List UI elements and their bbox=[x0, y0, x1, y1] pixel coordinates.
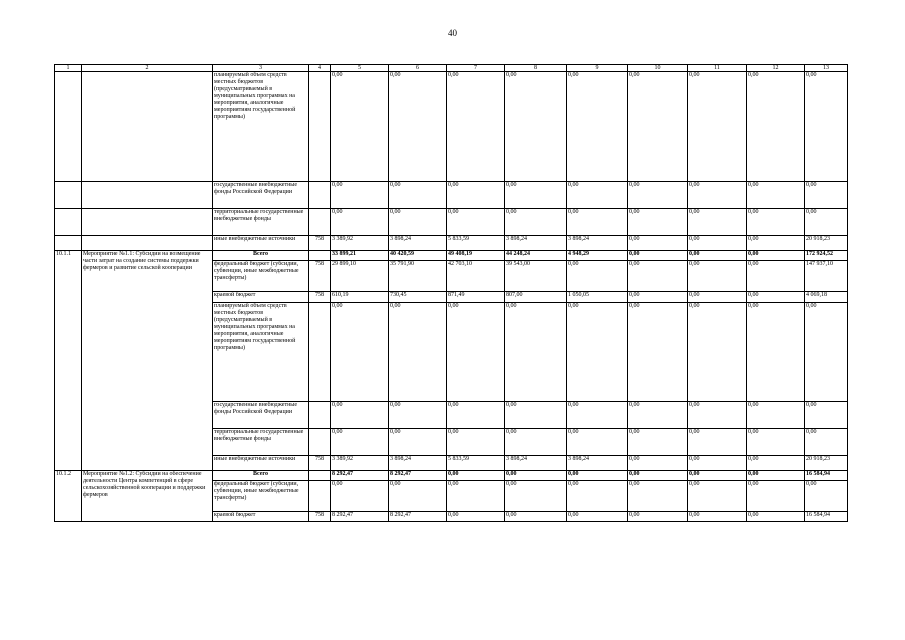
value-cell: 0,00 bbox=[628, 402, 688, 429]
value-cell: 0,00 bbox=[747, 402, 805, 429]
value-cell: 20 918,23 bbox=[805, 456, 848, 471]
value-cell: 0,00 bbox=[389, 182, 447, 209]
column-header: 11 bbox=[688, 65, 747, 72]
value-cell: 3 898,24 bbox=[567, 456, 628, 471]
value-cell: 0,00 bbox=[805, 182, 848, 209]
value-cell: 0,00 bbox=[747, 209, 805, 236]
budget-code-cell: 758 bbox=[309, 456, 331, 471]
value-cell: 0,00 bbox=[747, 251, 805, 261]
funding-source-cell: краевой бюджет bbox=[213, 512, 309, 522]
activity-name-cell bbox=[82, 182, 213, 209]
value-cell: 0,00 bbox=[389, 72, 447, 182]
table-row bbox=[55, 72, 848, 182]
value-cell: 5 833,59 bbox=[447, 236, 505, 251]
value-cell: 0,00 bbox=[628, 512, 688, 522]
value-cell: 0,00 bbox=[628, 72, 688, 182]
value-cell: 0,00 bbox=[389, 429, 447, 456]
table-row bbox=[55, 471, 848, 481]
page-number: 40 bbox=[448, 28, 457, 38]
value-cell: 3 898,24 bbox=[505, 456, 567, 471]
value-cell: 3 389,92 bbox=[331, 236, 389, 251]
value-cell: 0,00 bbox=[331, 303, 389, 402]
budget-code-cell bbox=[309, 209, 331, 236]
funding-source-cell: государственные внебюджетные фонды Российской Федерации bbox=[213, 182, 309, 209]
value-cell: 0,00 bbox=[628, 481, 688, 512]
value-cell: 807,00 bbox=[505, 292, 567, 303]
value-cell: 0,00 bbox=[628, 303, 688, 402]
column-header: 8 bbox=[505, 65, 567, 72]
value-cell: 0,00 bbox=[389, 402, 447, 429]
value-cell: 0,00 bbox=[747, 512, 805, 522]
value-cell: 0,00 bbox=[747, 429, 805, 456]
value-cell: 0,00 bbox=[688, 512, 747, 522]
value-cell: 0,00 bbox=[688, 182, 747, 209]
value-cell: 0,00 bbox=[805, 303, 848, 402]
budget-code-cell bbox=[309, 471, 331, 481]
value-cell: 5 833,59 bbox=[447, 456, 505, 471]
value-cell: 0,00 bbox=[567, 429, 628, 456]
value-cell: 0,00 bbox=[505, 72, 567, 182]
value-cell: 730,45 bbox=[389, 292, 447, 303]
value-cell: 1 050,05 bbox=[567, 292, 628, 303]
value-cell: 0,00 bbox=[747, 236, 805, 251]
value-cell: 0,00 bbox=[688, 471, 747, 481]
value-cell: 0,00 bbox=[628, 209, 688, 236]
activity-number-cell bbox=[55, 182, 82, 209]
column-header: 6 bbox=[389, 65, 447, 72]
value-cell: 0,00 bbox=[628, 456, 688, 471]
value-cell: 0,00 bbox=[688, 292, 747, 303]
value-cell: 0,00 bbox=[447, 471, 505, 481]
activity-name-cell: Мероприятие №1.1: Субсидии на возмещение части затрат на создание системы поддержки фермеров и развитие сельской кооперации bbox=[82, 251, 213, 471]
value-cell: 0,00 bbox=[747, 72, 805, 182]
value-cell: 0,00 bbox=[389, 303, 447, 402]
value-cell: 42 703,10 bbox=[447, 261, 505, 292]
value-cell: 0,00 bbox=[805, 429, 848, 456]
column-header: 4 bbox=[309, 65, 331, 72]
value-cell: 0,00 bbox=[389, 481, 447, 512]
value-cell: 8 292,47 bbox=[331, 471, 389, 481]
value-cell: 0,00 bbox=[688, 456, 747, 471]
column-number-row bbox=[55, 65, 848, 72]
value-cell: 0,00 bbox=[628, 182, 688, 209]
value-cell: 4 948,29 bbox=[567, 251, 628, 261]
column-header: 2 bbox=[82, 65, 213, 72]
table-row bbox=[55, 182, 848, 209]
value-cell: 33 899,21 bbox=[331, 251, 389, 261]
value-cell: 44 248,24 bbox=[505, 251, 567, 261]
column-header: 9 bbox=[567, 65, 628, 72]
value-cell: 0,00 bbox=[447, 402, 505, 429]
value-cell: 3 898,24 bbox=[389, 236, 447, 251]
table-row bbox=[55, 209, 848, 236]
value-cell: 0,00 bbox=[447, 72, 505, 182]
value-cell: 0,00 bbox=[505, 402, 567, 429]
value-cell: 147 937,10 bbox=[805, 261, 848, 292]
value-cell: 0,00 bbox=[688, 402, 747, 429]
funding-source-cell: территориальные государственные внебюджетные фонды bbox=[213, 429, 309, 456]
value-cell: 0,00 bbox=[688, 261, 747, 292]
column-header: 1 bbox=[55, 65, 82, 72]
value-cell: 0,00 bbox=[805, 402, 848, 429]
column-header: 12 bbox=[747, 65, 805, 72]
column-header: 3 bbox=[213, 65, 309, 72]
value-cell: 0,00 bbox=[567, 72, 628, 182]
value-cell: 0,00 bbox=[331, 182, 389, 209]
table-row bbox=[55, 236, 848, 251]
value-cell: 0,00 bbox=[505, 303, 567, 402]
value-cell: 3 898,24 bbox=[389, 456, 447, 471]
funding-source-cell: краевой бюджет bbox=[213, 292, 309, 303]
budget-code-cell: 758 bbox=[309, 236, 331, 251]
funding-source-cell: государственные внебюджетные фонды Российской Федерации bbox=[213, 402, 309, 429]
value-cell: 0,00 bbox=[389, 209, 447, 236]
value-cell: 0,00 bbox=[747, 292, 805, 303]
activity-name-cell: Мероприятие №1.2: Субсидии на обеспечение деятельности Центра компетенций в сфере сельскохозяйственной кооперации и поддержки фермеров bbox=[82, 471, 213, 522]
funding-source-cell: федеральный бюджет (субсидии, субвенции, иные межбюджетные трансферты) bbox=[213, 261, 309, 292]
value-cell: 16 584,94 bbox=[805, 471, 848, 481]
funding-source-cell: планируемый объем средств местных бюджетов (предусматриваемый в муниципальных программах на мероприятия, аналогичные мероприятиям государственной программы) bbox=[213, 303, 309, 402]
activity-number-cell bbox=[55, 236, 82, 251]
value-cell: 0,00 bbox=[747, 261, 805, 292]
value-cell: 29 899,10 bbox=[331, 261, 389, 292]
value-cell: 0,00 bbox=[447, 303, 505, 402]
value-cell: 0,00 bbox=[747, 182, 805, 209]
value-cell: 0,00 bbox=[688, 303, 747, 402]
budget-code-cell: 758 bbox=[309, 512, 331, 522]
value-cell: 0,00 bbox=[747, 303, 805, 402]
value-cell: 0,00 bbox=[447, 209, 505, 236]
budget-code-cell: 758 bbox=[309, 292, 331, 303]
value-cell: 0,00 bbox=[447, 429, 505, 456]
value-cell: 4 069,18 bbox=[805, 292, 848, 303]
value-cell: 172 924,52 bbox=[805, 251, 848, 261]
value-cell: 0,00 bbox=[747, 481, 805, 512]
value-cell: 0,00 bbox=[567, 512, 628, 522]
budget-code-cell bbox=[309, 251, 331, 261]
value-cell: 0,00 bbox=[688, 481, 747, 512]
column-header: 5 bbox=[331, 65, 389, 72]
value-cell: 0,00 bbox=[505, 429, 567, 456]
value-cell: 0,00 bbox=[567, 471, 628, 481]
value-cell: 8 292,47 bbox=[389, 471, 447, 481]
value-cell: 0,00 bbox=[331, 481, 389, 512]
value-cell: 0,00 bbox=[805, 209, 848, 236]
table-body bbox=[55, 65, 848, 522]
value-cell: 0,00 bbox=[505, 512, 567, 522]
value-cell: 0,00 bbox=[331, 72, 389, 182]
value-cell: 0,00 bbox=[628, 251, 688, 261]
value-cell: 0,00 bbox=[747, 471, 805, 481]
funding-source-cell: территориальные государственные внебюджетные фонды bbox=[213, 209, 309, 236]
value-cell: 0,00 bbox=[505, 182, 567, 209]
budget-code-cell bbox=[309, 303, 331, 402]
column-header: 7 bbox=[447, 65, 505, 72]
value-cell: 0,00 bbox=[447, 182, 505, 209]
value-cell: 0,00 bbox=[331, 209, 389, 236]
activity-number-cell bbox=[55, 209, 82, 236]
value-cell: 871,49 bbox=[447, 292, 505, 303]
value-cell: 0,00 bbox=[688, 251, 747, 261]
value-cell: 49 408,19 bbox=[447, 251, 505, 261]
activity-number-cell: 10.1.1 bbox=[55, 251, 82, 471]
value-cell: 0,00 bbox=[567, 303, 628, 402]
value-cell: 0,00 bbox=[567, 402, 628, 429]
budget-code-cell bbox=[309, 429, 331, 456]
value-cell: 8 292,47 bbox=[331, 512, 389, 522]
value-cell: 16 584,94 bbox=[805, 512, 848, 522]
value-cell: 610,19 bbox=[331, 292, 389, 303]
value-cell: 0,00 bbox=[447, 512, 505, 522]
value-cell: 0,00 bbox=[567, 481, 628, 512]
column-header: 10 bbox=[628, 65, 688, 72]
value-cell: 40 420,59 bbox=[389, 251, 447, 261]
column-header: 13 bbox=[805, 65, 848, 72]
value-cell: 0,00 bbox=[628, 261, 688, 292]
activity-name-cell bbox=[82, 236, 213, 251]
value-cell: 35 791,90 bbox=[389, 261, 447, 292]
value-cell: 0,00 bbox=[747, 456, 805, 471]
value-cell: 0,00 bbox=[331, 429, 389, 456]
value-cell: 0,00 bbox=[567, 209, 628, 236]
value-cell: 3 389,92 bbox=[331, 456, 389, 471]
budget-code-cell bbox=[309, 182, 331, 209]
funding-source-cell: планируемый объем средств местных бюджетов (предусматриваемый в муниципальных программах на мероприятия, аналогичные мероприятиям государственной программы) bbox=[213, 72, 309, 182]
value-cell: 0,00 bbox=[805, 72, 848, 182]
value-cell: 0,00 bbox=[688, 236, 747, 251]
value-cell: 0,00 bbox=[505, 471, 567, 481]
value-cell: 0,00 bbox=[505, 481, 567, 512]
value-cell: 0,00 bbox=[447, 481, 505, 512]
funding-source-cell: иные внебюджетные источники bbox=[213, 456, 309, 471]
funding-source-cell: федеральный бюджет (субсидии, субвенции, иные межбюджетные трансферты) bbox=[213, 481, 309, 512]
value-cell: 0,00 bbox=[688, 72, 747, 182]
value-cell: 3 898,24 bbox=[505, 236, 567, 251]
funding-source-cell: Всего bbox=[213, 251, 309, 261]
value-cell: 3 898,24 bbox=[567, 236, 628, 251]
table-row bbox=[55, 251, 848, 261]
value-cell: 8 292,47 bbox=[389, 512, 447, 522]
value-cell: 0,00 bbox=[567, 182, 628, 209]
value-cell: 0,00 bbox=[628, 236, 688, 251]
value-cell: 0,00 bbox=[805, 481, 848, 512]
value-cell: 0,00 bbox=[331, 402, 389, 429]
activity-number-cell: 10.1.2 bbox=[55, 471, 82, 522]
activity-name-cell bbox=[82, 209, 213, 236]
value-cell: 0,00 bbox=[628, 429, 688, 456]
value-cell: 0,00 bbox=[688, 209, 747, 236]
value-cell: 0,00 bbox=[628, 471, 688, 481]
value-cell: 0,00 bbox=[505, 209, 567, 236]
budget-code-cell bbox=[309, 481, 331, 512]
activity-number-cell bbox=[55, 72, 82, 182]
value-cell: 20 918,23 bbox=[805, 236, 848, 251]
funding-source-cell: иные внебюджетные источники bbox=[213, 236, 309, 251]
budget-table bbox=[54, 64, 848, 522]
budget-code-cell bbox=[309, 72, 331, 182]
value-cell: 0,00 bbox=[688, 429, 747, 456]
value-cell: 0,00 bbox=[628, 292, 688, 303]
funding-source-cell: Всего bbox=[213, 471, 309, 481]
activity-name-cell bbox=[82, 72, 213, 182]
budget-code-cell: 758 bbox=[309, 261, 331, 292]
value-cell: 0,00 bbox=[567, 261, 628, 292]
budget-code-cell bbox=[309, 402, 331, 429]
value-cell: 39 543,00 bbox=[505, 261, 567, 292]
